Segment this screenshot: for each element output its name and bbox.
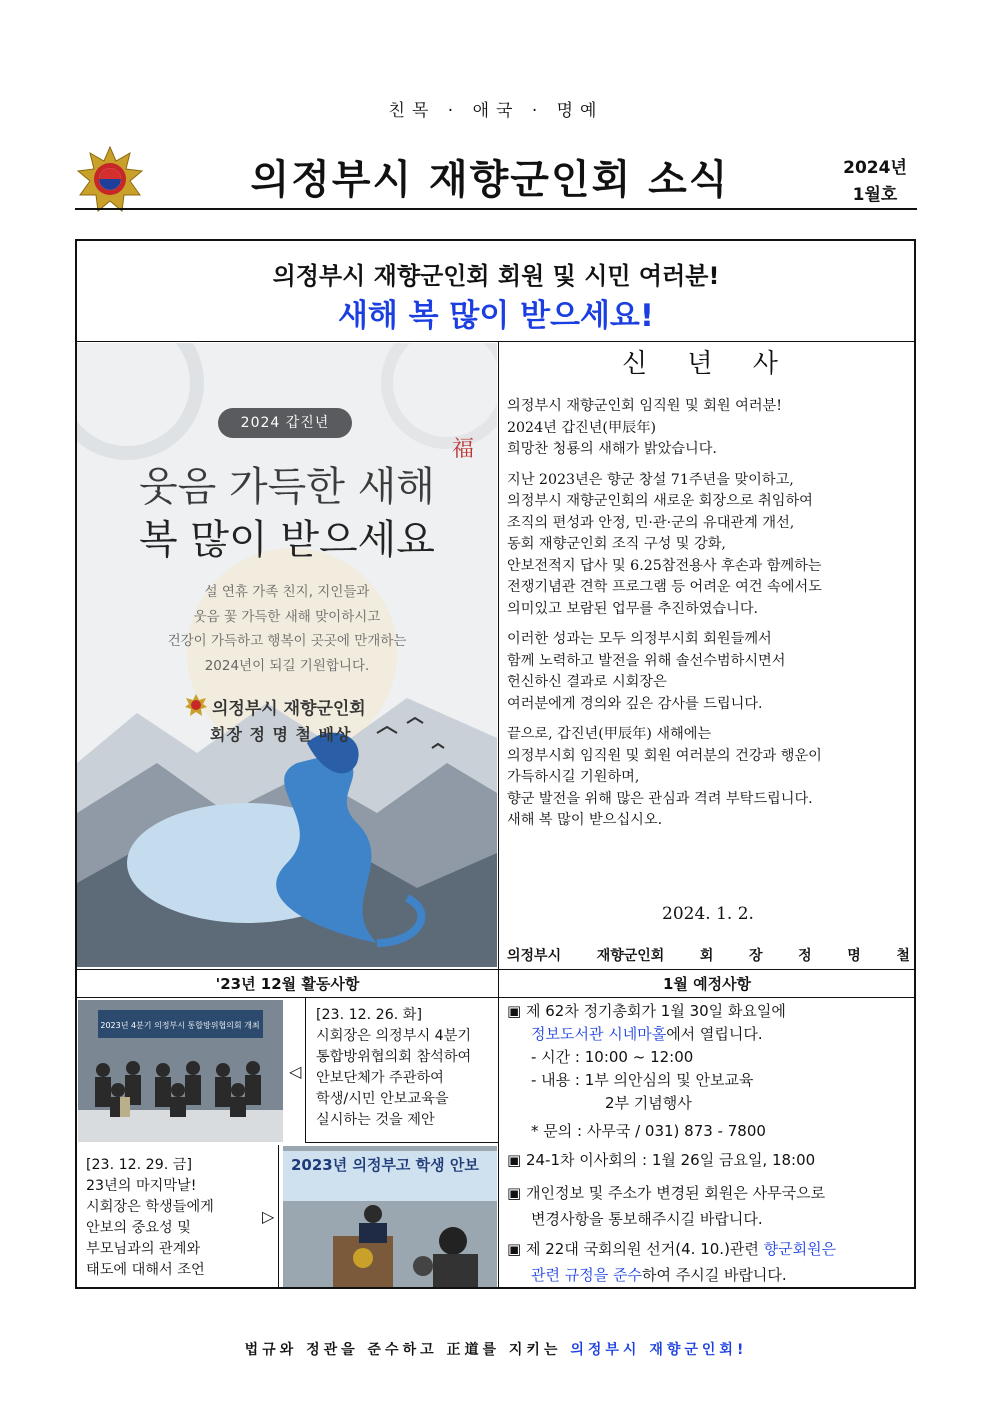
activity-line: 안보의 중요성 및 <box>86 1220 191 1236</box>
arrow-left-icon: ◁ <box>289 1062 302 1081</box>
schedule-text: 하여 주시길 바랍니다. <box>641 1266 787 1284</box>
activity-line: 안보단체가 주관하여 <box>316 1070 444 1086</box>
address-line: 지난 2023년은 향군 창설 71주년을 맞이하고, <box>507 471 794 488</box>
activity-date: [23. 12. 26. 화] <box>316 1007 422 1023</box>
bullet-icon: ▣ <box>507 1184 522 1202</box>
lecture-photo-art <box>283 1146 497 1287</box>
address-line: 전쟁기념관 견학 프로그램 등 어려운 여건 속에서도 <box>507 579 822 595</box>
poster-headline-1: 웃음 가득한 새해 <box>139 464 435 510</box>
newsletter-title: 의정부시 재향군인회 소식 <box>250 157 730 203</box>
poster-sub-line: 건강이 가득하고 행복이 곳곳에 만개하는 <box>167 633 407 649</box>
address-line: 끝으로, 갑진년(甲辰年) 새해에는 <box>507 726 712 742</box>
signature-word: 회 <box>699 948 714 964</box>
activity-1-text <box>316 1005 471 1131</box>
activity-line: 실시하는 것을 제안 <box>316 1112 435 1128</box>
schedule-text: 24-1차 이사회의 : 1월 26일 금요일, 18:00 <box>525 1151 816 1169</box>
address-line: 함께 노력하고 발전을 위해 솔선수범하시면서 <box>507 652 786 669</box>
schedule-item-board-meeting <box>507 1149 912 1172</box>
arrow-right-icon: ▷ <box>262 1207 275 1226</box>
small-emblem-icon <box>184 693 208 717</box>
address-line: 의정부시 재향군인회 임직원 및 회원 여러분! <box>507 398 782 414</box>
schedule-text: 에서 열립니다. <box>666 1025 763 1043</box>
signature-word: 정 <box>798 948 812 964</box>
column-divider <box>498 342 499 1288</box>
address-line: 의정부시 재향군인회의 새로운 회장으로 취임하여 <box>507 493 813 509</box>
fortune-stamp: 福 <box>452 437 475 462</box>
address-line: 의정부시회 임직원 및 회원 여러분의 건강과 행운이 <box>507 747 822 764</box>
venue-name: 정보도서관 시네마홀 <box>531 1025 667 1043</box>
address-paragraph-3 <box>507 629 912 715</box>
schedule-text: 변경사항을 통보해주시길 바랍니다. <box>531 1210 763 1228</box>
address-line: 새해 복 많이 받으십시오. <box>507 812 663 828</box>
schedule-content: 2부 기념행사 <box>605 1094 692 1112</box>
activities-header: '23년 12월 활동사항 <box>215 975 360 993</box>
address-line: 헌신하신 결과로 시회장은 <box>507 674 667 690</box>
activity-line: 시회장은 학생들에게 <box>86 1199 214 1215</box>
poster-sub-line: 설 연휴 가족 친지, 지인들과 <box>204 584 370 600</box>
signature-word: 의정부시 <box>507 948 562 964</box>
poster-headline-2: 복 많이 받으세요 <box>139 517 435 563</box>
address-signature <box>507 945 910 965</box>
schedule-content: - 내용 : 1부 의안심의 및 안보교육 <box>531 1071 754 1089</box>
highlight-text: 향군회원은 <box>763 1240 837 1258</box>
address-paragraph-4 <box>507 724 912 832</box>
issue-year: 2024년 <box>843 158 907 178</box>
schedule-contact: * 문의 : 사무국 / 031) 873 - 7800 <box>531 1122 766 1140</box>
schedule-text: 제 62차 정기총회가 1월 30일 화요일에 <box>525 1002 786 1020</box>
council-photo-art <box>78 1000 283 1142</box>
divider <box>76 969 916 970</box>
bullet-icon: ▣ <box>507 1002 522 1020</box>
poster-signature: 회장 정 명 철 배상 <box>210 725 352 744</box>
schedule-text: 제 22대 국회의원 선거(4. 10.)관련 <box>525 1240 764 1258</box>
schedule-list <box>507 1000 912 1288</box>
signature-word: 철 <box>896 948 910 964</box>
signature-word: 재향군인회 <box>596 948 665 964</box>
footer-text: 법규와 정관을 준수하고 正道를 지키는 <box>244 1342 571 1358</box>
activity-line: 태도에 대해서 조언 <box>86 1262 205 1278</box>
header-rule <box>75 208 917 210</box>
activity-line: 시회장은 의정부시 4분기 <box>316 1028 472 1044</box>
bullet-icon: ▣ <box>507 1240 522 1258</box>
new-year-address-body <box>507 396 912 841</box>
address-line: 동회 재향군인회 조직 구성 및 강화, <box>507 536 726 552</box>
signature-word: 장 <box>749 948 763 964</box>
new-year-address-title: 신 년 사 <box>622 349 794 379</box>
activity-line: 통합방위협의회 참석하여 <box>316 1049 472 1065</box>
address-paragraph-1 <box>507 396 912 461</box>
poster-subtext <box>77 580 497 678</box>
activity-date: [23. 12. 29. 금] <box>86 1157 192 1173</box>
schedule-item-election <box>507 1236 912 1288</box>
address-date: 2024. 1. 2. <box>662 904 754 924</box>
address-line: 의미있고 보람된 업무를 추진하였습니다. <box>507 600 759 617</box>
activity-line: 학생/시민 안보교육을 <box>316 1091 449 1107</box>
schedule-item-general-meeting <box>507 1000 912 1147</box>
issue-month: 1월호 <box>852 185 898 205</box>
veterans-emblem-logo <box>76 145 144 213</box>
schedule-time: - 시간 : 10:00 ~ 12:00 <box>531 1048 694 1066</box>
signature-word: 명 <box>847 948 861 964</box>
greeting-line-1: 의정부시 재향군인회 회원 및 시민 여러분! <box>272 262 720 290</box>
address-line: 향군 발전을 위해 많은 관심과 격려 부탁드립니다. <box>507 790 813 807</box>
poster-org: 의정부시 재향군인회 <box>212 699 366 719</box>
address-line: 안보전적지 답사 및 6.25참전용사 후손과 함께하는 <box>507 557 822 574</box>
address-line: 이러한 성과는 모두 의정부시회 회원들께서 <box>507 631 772 647</box>
motto: 친목 · 애국 · 명예 <box>388 101 604 121</box>
footer-highlight: 의정부시 재향군인회! <box>570 1342 748 1358</box>
address-line: 조직의 편성과 안정, 민·관·군의 유대관계 개선, <box>507 514 795 531</box>
schedule-item-info-change <box>507 1180 912 1232</box>
year-chip: 2024 갑진년 <box>218 408 352 438</box>
footer-slogan <box>0 1339 992 1359</box>
activity-photo-council <box>78 1000 283 1142</box>
activity-2-text <box>86 1155 214 1281</box>
address-line: 가득하시길 기원하며, <box>507 769 640 785</box>
address-paragraph-2 <box>507 470 912 621</box>
bullet-icon: ▣ <box>507 1151 522 1169</box>
issue-label <box>830 155 920 209</box>
address-line: 희망찬 청룡의 새해가 밝았습니다. <box>507 441 717 457</box>
activity-photo-lecture <box>283 1146 497 1287</box>
address-line: 여러분에게 경의와 깊은 감사를 드립니다. <box>507 695 763 712</box>
divider <box>76 341 916 342</box>
poster-sub-line: 웃음 꽃 가득한 새해 맞이하시고 <box>193 608 381 625</box>
address-line: 2024년 갑진년(甲辰年) <box>507 419 657 436</box>
photo-banner-text: 2023년 의정부고 학생 안보 <box>291 1156 479 1174</box>
activity-line: 23년의 마지막날! <box>86 1178 197 1194</box>
poster-sub-line: 2024년이 되길 기원합니다. <box>204 657 370 674</box>
photo-banner-text: 2023년 4분기 의정부시 통합방위협의회 개최 <box>100 1021 260 1030</box>
greeting-line-2: 새해 복 많이 받으세요! <box>337 298 655 334</box>
schedule-text: 개인정보 및 주소가 변경된 회원은 사무국으로 <box>525 1184 826 1202</box>
highlight-text: 관련 규정을 준수 <box>531 1266 642 1284</box>
activity-line: 부모님과의 관계와 <box>86 1241 201 1257</box>
schedule-header: 1월 예정사항 <box>662 975 752 993</box>
